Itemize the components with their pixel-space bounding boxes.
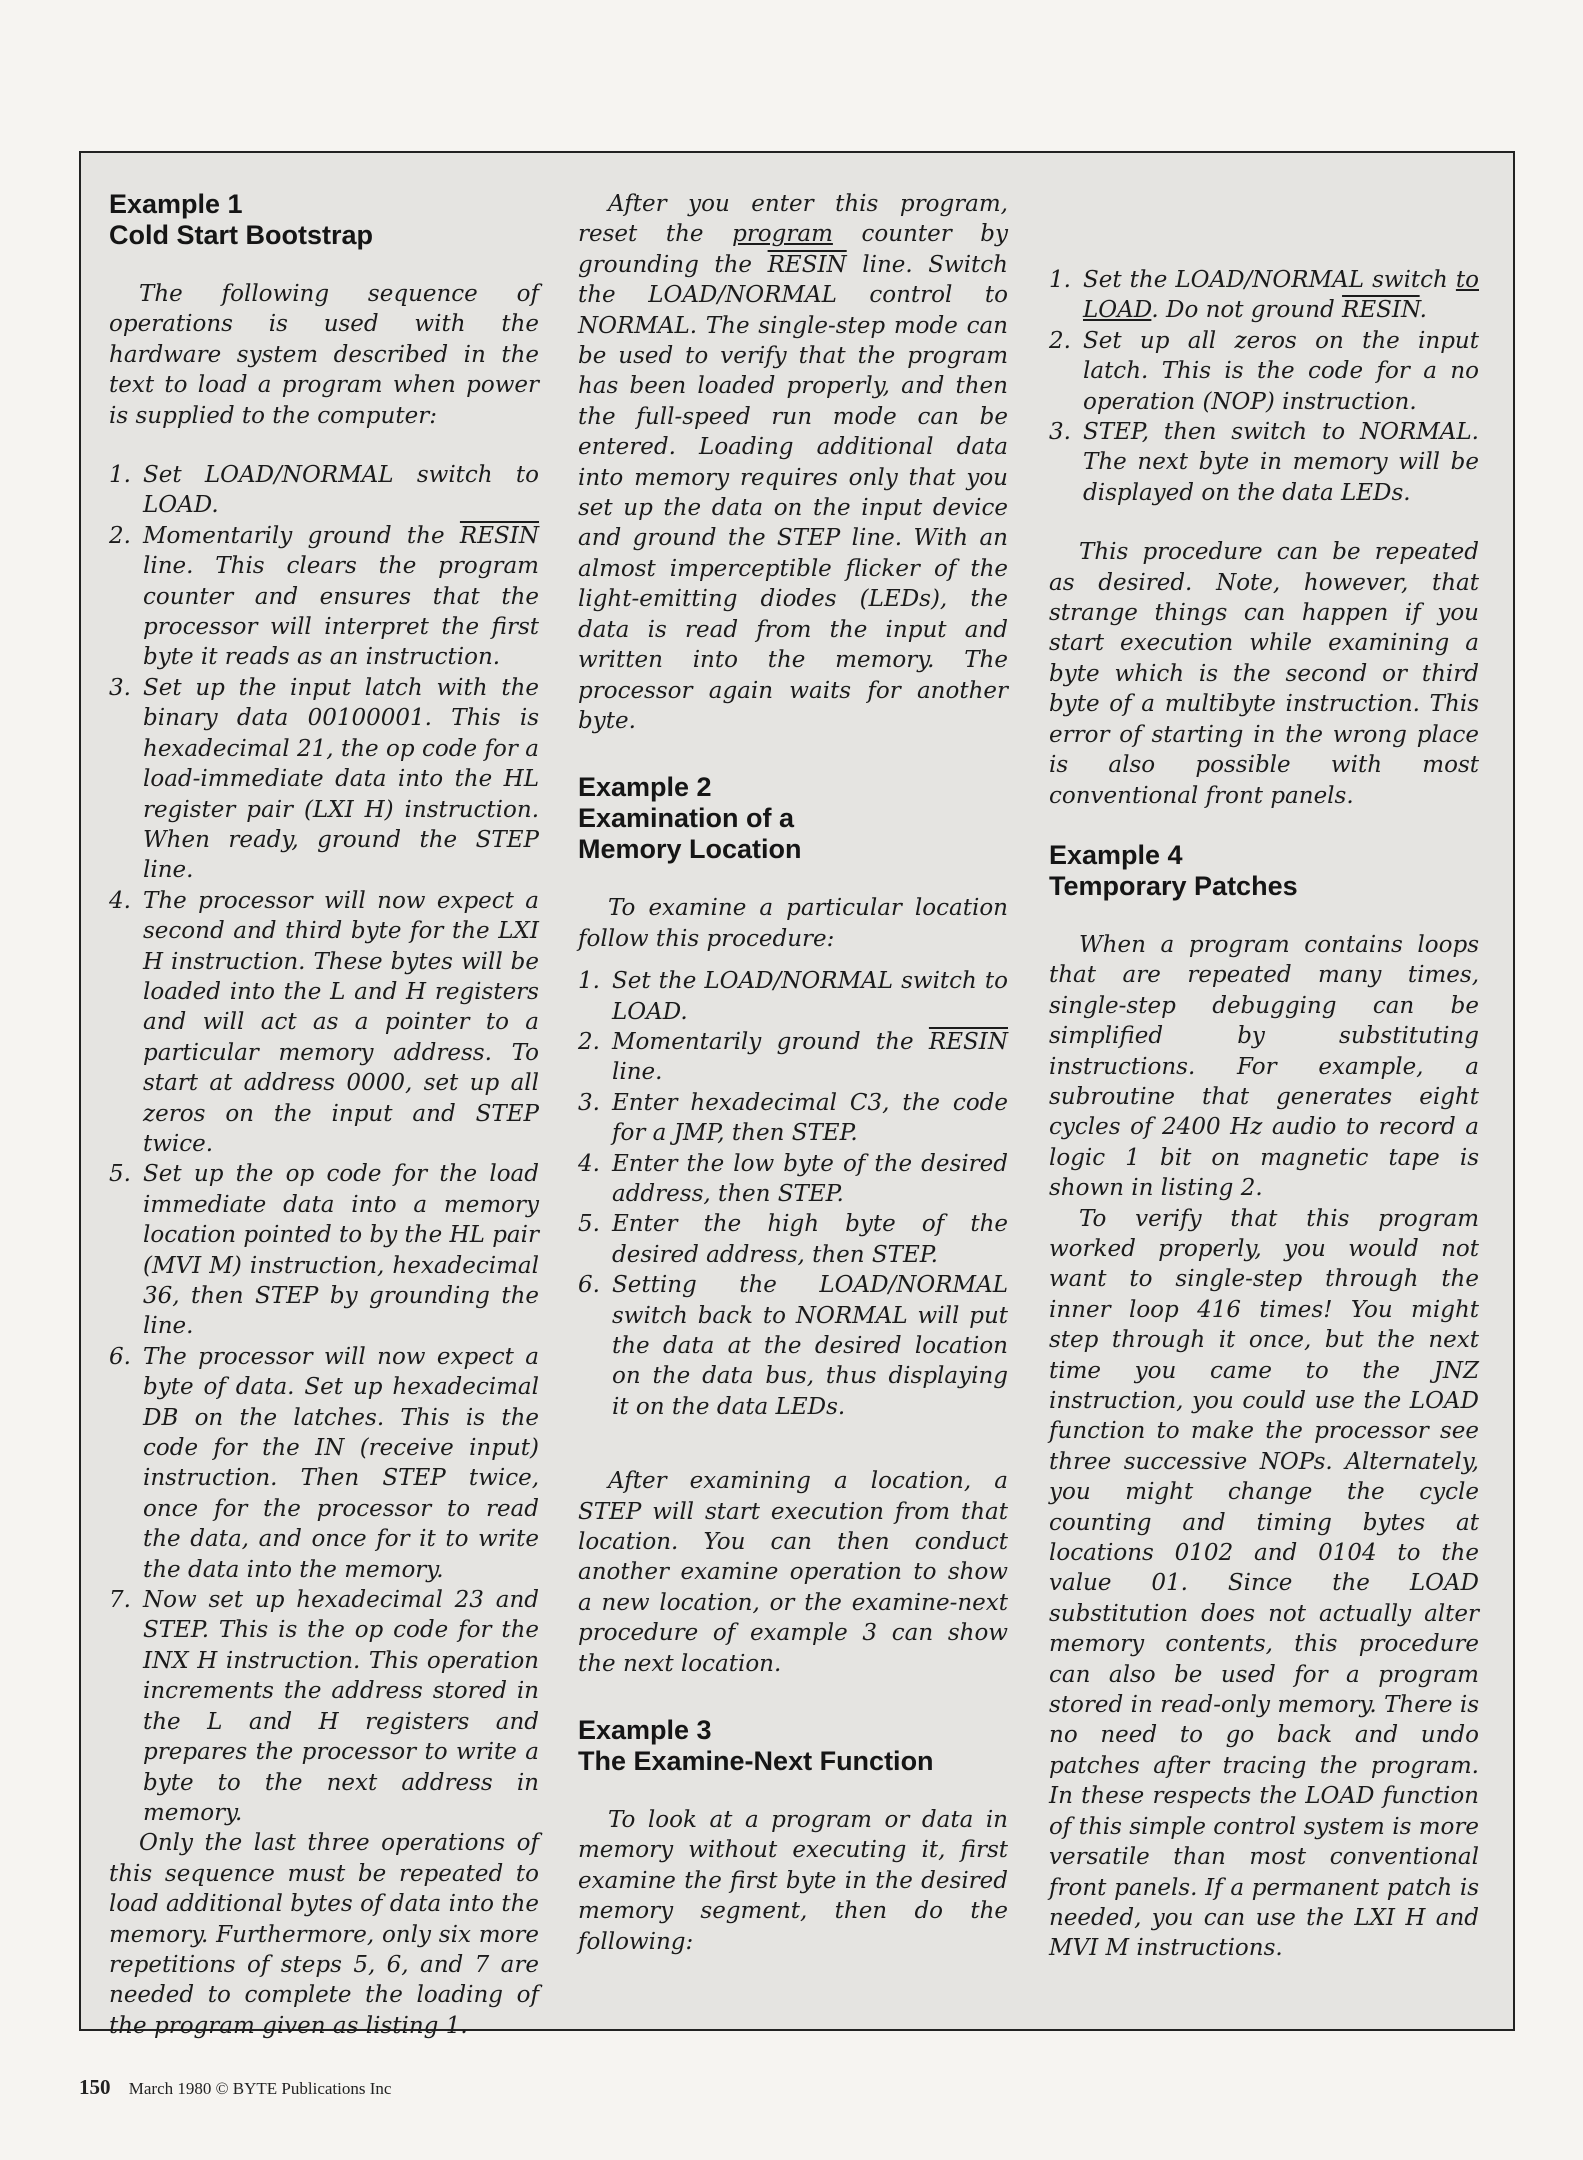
ex1-step-6: 6. The processor will now expect a byte of data. Set up hexadecimal DB on the latches. This is the code for the IN (receive input) instruction. Then STEP twice, once for the processor to read the data, and once for it to write the data into the memory.: [109, 1343, 539, 1583]
example-1-number: Example 1: [109, 189, 243, 219]
ex1-step-1: 1. Set LOAD/NORMAL switch to LOAD.: [109, 462, 539, 519]
example-2-title-line-2: Memory Location: [578, 834, 802, 865]
column-3: [1049, 189, 1479, 1964]
example-3-steps: [1049, 265, 1479, 508]
page-number: 150: [79, 2075, 111, 2099]
resin-signal: RESIN: [459, 522, 539, 549]
column-1: [109, 189, 539, 2041]
example-4-title: Temporary Patches: [1049, 870, 1298, 901]
ex1-step-2: 2. Momentarily ground the RESIN line. This clears the program counter and ensures that the processor will interpret the first byte it reads as an instruction.: [109, 522, 539, 671]
ex3-step-2: 2. Set up all zeros on the input latch. This is the code for a no operation (NOP) instruction.: [1049, 327, 1479, 415]
ex2-step-6: 6. Setting the LOAD/NORMAL switch back to NORMAL will put the data at the desired location on the data bus, thus displaying it on the data LEDs.: [578, 1272, 1008, 1420]
example-4-paragraph-1: When a program contains loops that are repeated many times, single-step debugging can be simplified by substituting instructions. For example, a subroutine that generates eight cycles of 2400 Hz audio to record a logic 1 bit on magnetic tape is shown in listing 2.: [1049, 931, 1479, 1202]
ex2-step-2: 2. Momentarily ground the RESIN line.: [578, 1028, 1008, 1086]
resin-signal: RESIN: [928, 1028, 1008, 1055]
example-1-steps: [109, 460, 539, 1828]
example-3-title: The Examine-Next Function: [578, 1746, 934, 1777]
ex1-step-7: 7. Now set up hexadecimal 23 and STEP. This is the op code for the INX H instruction. This operation increments the address stored in the L and H registers and prepares the processor to write a byte to the next address in memory.: [109, 1587, 539, 1826]
example-2-steps: [578, 966, 1008, 1422]
example-3-intro: To look at a program or data in memory without executing it, first examine the first byte in the desired memory segment, then do the following:: [578, 1807, 1008, 1955]
example-4-heading: [1049, 840, 1479, 902]
example-4-number: Example 4: [1049, 839, 1183, 870]
ex2-step-5: 5. Enter the high byte of the desired address, then STEP.: [578, 1211, 1008, 1268]
example-1-intro: The following sequence of operations is used with the hardware system described in the text to load a program when power is supplied to the computer:: [109, 281, 539, 429]
example-3-after-paragraph: This procedure can be repeated as desired. Note, however, that strange things can happen if you start execution while examining a byte which is the second or third byte of a multibyte instruction. This error of starting in the wrong place is also possible with most conventional front panels.: [1049, 539, 1479, 809]
ex1-step-5: 5. Set up the op code for the load immediate data into a memory location pointed to by the HL pair (MVI M) instruction, hexadecimal 36, then STEP by grounding the line.: [109, 1161, 539, 1340]
ex1-step-4: 4. The processor will now expect a second and third byte for the LXI H instruction. These bytes will be loaded into the L and H registers and will act as a pointer to a particular memory address. To start at address 0000, set up all zeros on the input and STEP twice.: [109, 887, 539, 1157]
ex2-step-1: 1. Set the LOAD/NORMAL switch to LOAD.: [578, 968, 1008, 1025]
ex3-step-1: 1. Set the LOAD/NORMAL switch to LOAD. Do not ground RESIN.: [1049, 267, 1479, 324]
article-sidebar-box: [79, 151, 1515, 2039]
ex2-step-3: 3. Enter hexadecimal C3, the code for a JMP, then STEP.: [578, 1089, 1008, 1147]
example-2-after-paragraph: After examining a location, a STEP will start execution from that location. You can then conduct another examine operation to show a new location, or the examine-next procedure of example 3 can show the next location.: [578, 1468, 1008, 1677]
example-2-intro: To examine a particular location follow this procedure:: [578, 895, 1008, 952]
publication-credit: March 1980 © BYTE Publications Inc: [128, 2079, 392, 2098]
example-1-heading: [109, 189, 539, 251]
example-4-paragraph-2: To verify that this program worked properly, you would not want to single-step through the inner loop 416 times! You might step through it once, but the next time you came to the JNZ instruction, you could use the LOAD function to make the processor see three successive NOPs. Alternately, you might change the cycle counting and timing bytes at locations 0102 and 0104 to the value 01. Since the LOAD substitution does not actually alter memory contents, this procedure can also be used for a program stored in read-only memory. There is no need to go back and undo patches after tracing the program. In these respects the LOAD function of this simple control system is more versatile than most conventional front panels. If a permanent patch is needed, you can use the LXI H and MVI M instructions.: [1049, 1205, 1479, 1962]
ex2-step-4: 4. Enter the low byte of the desired address, then STEP.: [578, 1150, 1008, 1207]
example-3-number: Example 3: [578, 1715, 712, 1746]
column-2: [578, 189, 1008, 1957]
example-1-title: Cold Start Bootstrap: [109, 220, 374, 250]
example-1-after-paragraph: After you enter this program, reset the program counter by grounding the RESIN line. Switch the LOAD/NORMAL control to NORMAL. The single-step mode can be used to verify that the program has been loaded properly, and then the full-speed run mode can be entered. Loading additional data into memory requires only that you set up the data on the input device and ground the STEP line. With an almost imperceptible flicker of the light-emitting diodes (LEDs), the data is read from the input and written into the memory. The processor again waits for another byte.: [578, 191, 1008, 734]
page-footer: [79, 2075, 391, 2100]
example-2-title-line-1: Examination of a: [578, 803, 795, 834]
example-2-number: Example 2: [578, 772, 712, 803]
example-2-heading: [578, 772, 1008, 865]
ex3-step-3: 3. STEP, then switch to NORMAL. The next byte in memory will be displayed on the data LEDs.: [1049, 419, 1479, 506]
resin-signal: RESIN: [1342, 297, 1420, 324]
example-3-heading: [578, 1715, 1008, 1777]
resin-signal: RESIN: [767, 251, 847, 278]
ex1-step-3: 3. Set up the input latch with the binary data 00100001. This is hexadecimal 21, the op code for a load-immediate data into the HL register pair (LXI H) instruction. When ready, ground the STEP line.: [109, 674, 539, 884]
example-1-closing-paragraph: Only the last three operations of this sequence must be repeated to load additional bytes of data into the memory. Furthermore, only six more repetitions of steps 5, 6, and 7 are needed to complete the loading of the program given as listing 1.: [109, 1830, 539, 2039]
